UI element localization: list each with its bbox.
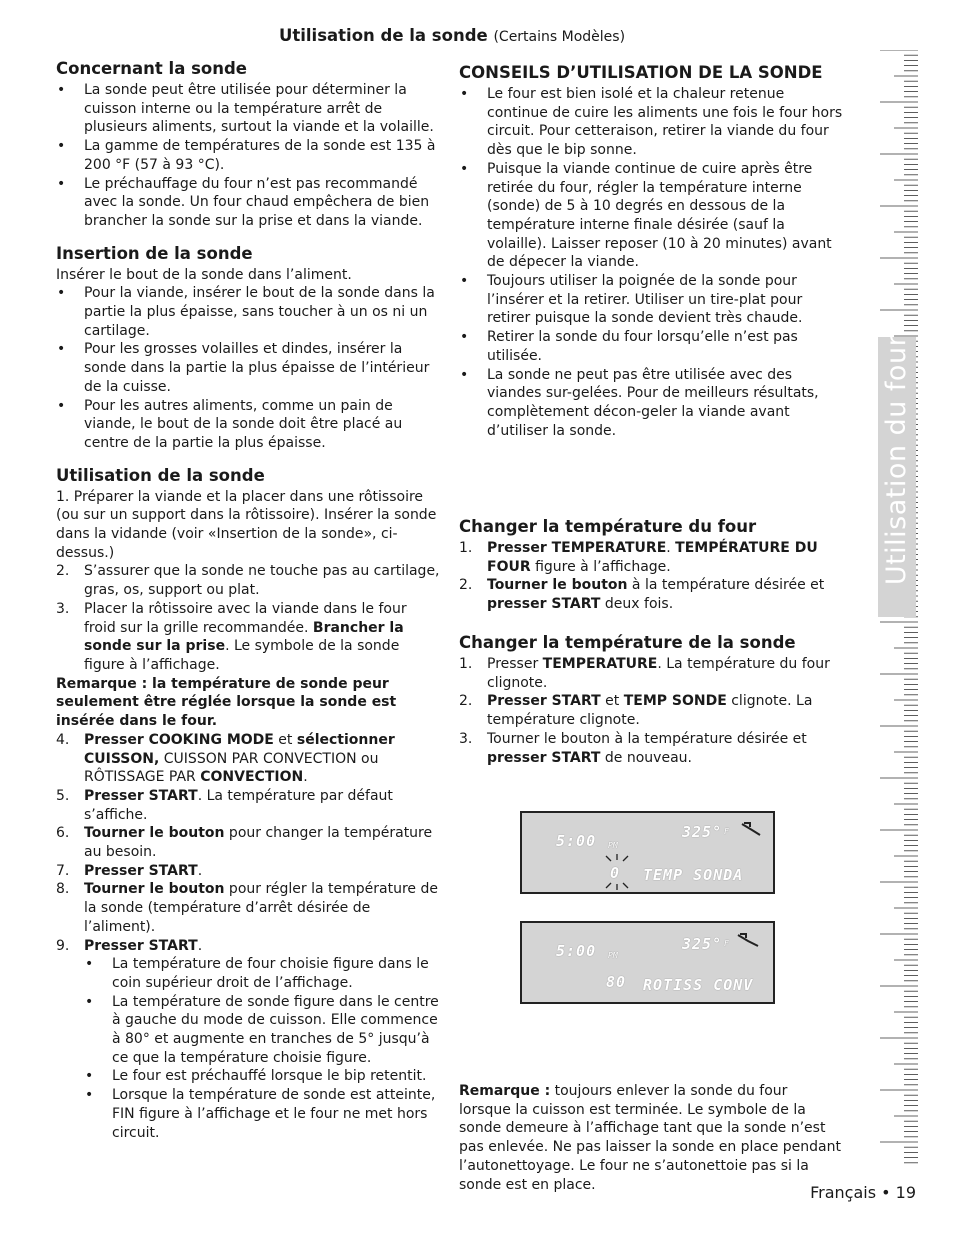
step-number: 3. [56,600,70,617]
step-emphasis: Presser START [84,862,198,879]
sidebar-label: Utilisation du four [881,334,912,586]
section-title-utilisation: Utilisation de la sonde [56,465,265,485]
step-text: . [197,862,203,879]
step-emphasis: TEMPERATURE [542,656,658,672]
oven-display-probe-temp [520,811,775,894]
step-emphasis: Presser START [84,787,198,804]
step-6 [56,824,442,861]
step-3 [459,730,843,767]
display-pm: PM [608,951,618,960]
list-item: • La sonde ne peut pas être utilisée avec des viandes sur-gelées. Pour de meilleurs résultats, complètement décon-geler la viande avant d’utiliser la sonde. [459,366,843,441]
probe-icon [740,821,762,837]
display-mode: TEMP SONDA [643,866,744,884]
step-emphasis: CONVECTION [200,769,304,786]
step-number: 9. [56,937,70,954]
list-item: • Toujours utiliser la poignée de la sonde pour l’insérer et la retirer. Utiliser un tire-plat pour retirer puisque la sonde devient très chaude. [459,272,843,328]
step-text: . La température par défaut s’affiche. [84,787,393,823]
section-title-conseils: CONSEILS D’UTILISATION DE LA SONDE [459,63,823,82]
probe-icon [736,932,760,948]
probe-temp-section [459,632,843,767]
list-item: • Pour les grosses volailles et dindes, insérer la sonde dans la partie la plus épaisse de l’intérieur de la cuisse. [56,340,442,396]
list-item: • Le four est préchauffé lorsque le bip retentit. [84,1067,442,1086]
display-mode: ROTISS CONV [643,976,754,994]
concernant-list [56,81,442,231]
step-text: . [197,937,203,954]
remark-body: toujours enlever la sonde du four lorsque la cuisson est terminée. Le symbole de la sonde demeure à l’affichage tant que la sonde n’est pas enlevée. Ne pas laisser la sonde en place pendant l’autonettoyage. Le four ne s’autonettoie pas si la sonde est en place. [459,1083,841,1193]
display-oven-temp: 325° [682,823,723,841]
step-text: pour changer la température au besoin. [84,825,433,861]
step-emphasis: Brancher la sonde sur la prise [84,619,404,655]
step-emphasis: TEMPÉRATURE DU FOUR [487,540,818,575]
step-number: 7. [56,862,70,879]
step-number: 3. [459,730,473,747]
step-2 [459,576,843,613]
final-remark [459,1082,843,1194]
step-1 [459,655,843,692]
insertion-intro: Insérer le bout de la sonde dans l’aliment. [56,266,352,283]
oven-temp-section [459,516,843,614]
step-text: à la température désirée et [627,577,825,594]
step-emphasis: sélectionner CUISSON, [84,731,395,767]
list-item: • Pour les autres aliments, comme un pain de viande, le bout de la sonde doit être placé au centre de la partie la plus épaisse. [56,397,442,453]
insertion-list [56,284,442,452]
step-text: . [666,540,676,556]
right-column [459,62,843,440]
utilisation-steps-continued [56,731,442,1142]
left-column [56,58,442,1142]
display-unit: F [724,939,729,948]
step-8 [56,880,442,936]
step-text: pour régler la température de la sonde (température d’arrêt désirée de l’aliment). [84,881,438,935]
section-title-insertion: Insertion de la sonde [56,243,253,263]
step-text: . La température du four clignote. [487,656,830,691]
step-text: Placer la rôtissoire avec la viande dans le four froid sur la grille recommandée. [84,600,407,636]
list-item: • Puisque la viande continue de cuire après être retirée du four, régler la température interne (sonde) de 5 à 10 degrés en dessous de la température interne finale désirée (sauf la volaille). Laisser reposer (10 à 20 minutes) avant de dépecer la viande. [459,160,843,272]
step-text: . Le symbole de la sonde figure à l’affichage. [84,638,400,673]
list-item: • La température de sonde figure dans le centre à gauche du mode de cuisson. Elle commence à 80° et augmente en tranches de 5° jusqu’à ce que la température choisie figure. [84,993,442,1068]
step-text: CUISSON PAR CONVECTION ou RÔTISSAGE PAR [84,750,379,786]
list-item: • La sonde peut être utilisée pour déterminer la cuisson interne ou la température arrêt de plusieurs aliments, surtout la viande et la volaille. [56,81,442,137]
step-5 [56,787,442,824]
utilisation-steps [56,488,442,675]
step-text: et [600,693,624,710]
step-text: S’assurer que la sonde ne touche pas au cartilage, gras, os, support ou plat. [84,563,440,599]
page-footer: Français • 19 [810,1183,916,1202]
step-number: 2. [56,563,70,580]
step-2 [459,692,843,729]
step-7 [56,862,442,881]
final-remark-text [459,1082,843,1194]
step-emphasis: TEMP SONDE [623,693,727,710]
step-1: 1. Préparer la viande et la placer dans une rôtissoire (ou sur un support dans la rôtissoire). Insérer la sonde dans la vidande (voir «Insertion de la sonde», ci-dessus.) [56,488,437,561]
display-unit: F [724,827,729,836]
step-emphasis: presser START [487,596,601,613]
list-item: • Pour la viande, insérer le bout de la sonde dans la partie la plus épaisse, sans toucher à un os ni un cartilage. [56,284,442,340]
step-emphasis: Presser START [84,937,198,954]
remark-probe-temp: Remarque : la température de sonde peur seulement être réglée lorsque la sonde est insérée dans le four. [56,675,397,730]
step-text: Tourner le bouton à la température désirée et [487,730,807,747]
step-text: deux fois. [600,596,674,613]
list-item: • Lorsque la température de sonde est atteinte, FIN figure à l’affichage et le four ne met hors circuit. [84,1086,442,1142]
display-time: 5:00 [556,942,597,960]
step-emphasis: Presser TEMPERATURE [487,540,667,556]
step-9-details [84,955,442,1142]
page-title-text: Utilisation de la sonde [278,26,488,45]
step-text: figure à l’affichage. [530,558,671,575]
step-number: 6. [56,825,70,842]
list-item: • Le préchauffage du four n’est pas recommandé avec la sonde. Un four chaud empêchera de bien brancher la sonde sur la prise et dans la viande. [56,175,442,231]
list-item: • Retirer la sonde du four lorsqu’elle n’est pas utilisée. [459,328,843,365]
display-probe-temp: 80 [606,973,627,991]
step-text: clignote. La température clignote. [487,693,813,729]
step-text: . [303,769,308,786]
step-number: 1. [459,540,473,556]
step-number: 8. [56,881,70,898]
step-1 [459,539,843,576]
list-item: • La gamme de températures de la sonde est 135 à 200 °F (57 à 93 °C). [56,137,442,174]
oven-display-convection [520,921,775,1004]
step-2 [56,562,442,599]
step-number: 5. [56,787,70,804]
step-9 [56,937,442,1143]
step-number: 2. [459,693,473,710]
step-emphasis: Presser START [487,693,601,710]
list-item: • Le four est bien isolé et la chaleur retenue continue de cuire les aliments une fois le four hors circuit. Pour cetteraison, retirer la viande du four dès que le bip sonne. [459,85,843,160]
conseils-list [459,85,843,440]
step-number: 4. [56,731,70,748]
oven-temp-steps [459,539,843,614]
section-title-sonde-temp: Changer la température de la sonde [459,633,796,652]
step-emphasis: Tourner le bouton [84,825,225,842]
step-emphasis: Presser COOKING MODE [84,731,274,748]
section-title-four: Changer la température du four [459,517,757,536]
step-emphasis: presser START [487,749,601,766]
display-time: 5:00 [556,832,597,850]
step-text: de nouveau. [600,749,692,766]
step-text: Presser [487,656,543,672]
probe-temp-steps [459,655,843,767]
page-title [0,26,904,45]
step-emphasis: Tourner le bouton [84,881,225,898]
display-probe-temp: 0 [610,864,621,882]
step-emphasis: Tourner le bouton [487,577,628,594]
display-pm: PM [608,841,618,850]
step-text: et [273,731,297,748]
step-number: 1. [459,656,473,672]
step-3 [56,600,442,675]
remark-label: Remarque : [459,1083,551,1099]
page-subtitle: (Certains Modèles) [493,29,626,45]
list-item: • La température de four choisie figure dans le coin supérieur droit de l’affichage. [84,955,442,992]
step-number: 2. [459,577,473,594]
step-4 [56,731,442,787]
section-title-concernant: Concernant la sonde [56,59,247,78]
display-oven-temp: 325° [682,935,723,953]
